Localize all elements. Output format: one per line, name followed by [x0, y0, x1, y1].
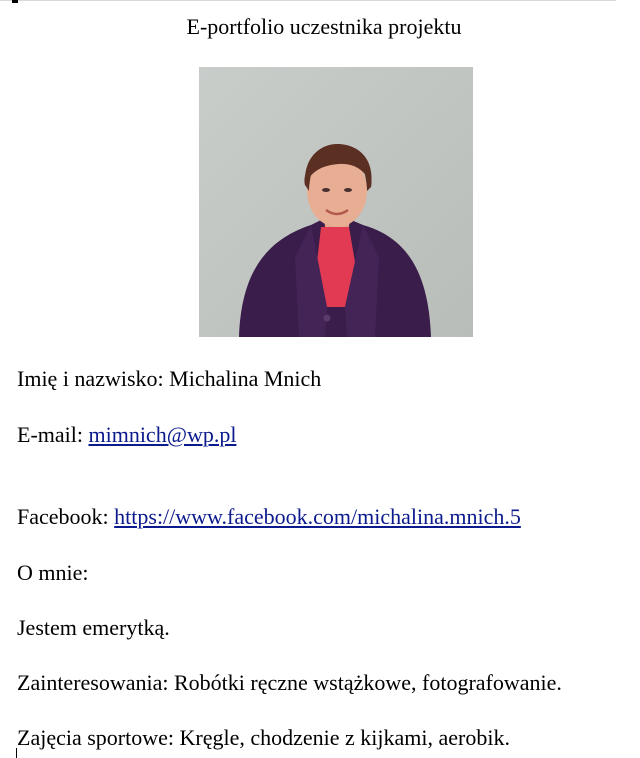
corner-mark: [12, 0, 18, 3]
email-label: E-mail:: [17, 422, 83, 447]
email-line: [17, 422, 236, 448]
about-heading: O mnie:: [17, 560, 89, 585]
sports-value: Kręgle, chodzenie z kijkami, aerobik.: [179, 725, 510, 750]
interests-value: Robótki ręczne wstążkowe, fotografowanie.: [174, 670, 562, 695]
top-rule: [0, 0, 616, 1]
facebook-line: [17, 504, 521, 530]
name-value: Michalina Mnich: [169, 366, 322, 391]
portrait-photo: [199, 67, 473, 337]
about-text: Jestem emerytką.: [17, 615, 170, 640]
text-cursor: [16, 748, 17, 758]
interests-line: [17, 670, 562, 696]
interests-label: Zainteresowania:: [17, 670, 169, 695]
email-link[interactable]: mimnich@wp.pl: [88, 422, 237, 447]
name-line: [17, 366, 321, 392]
facebook-label: Facebook:: [17, 504, 109, 529]
sports-label: Zajęcia sportowe:: [17, 725, 174, 750]
page-title: E-portfolio uczestnika projektu: [186, 14, 462, 39]
facebook-link[interactable]: https://www.facebook.com/michalina.mnich.5: [114, 504, 521, 529]
name-label: Imię i nazwisko:: [17, 366, 164, 391]
sports-line: [17, 725, 510, 751]
